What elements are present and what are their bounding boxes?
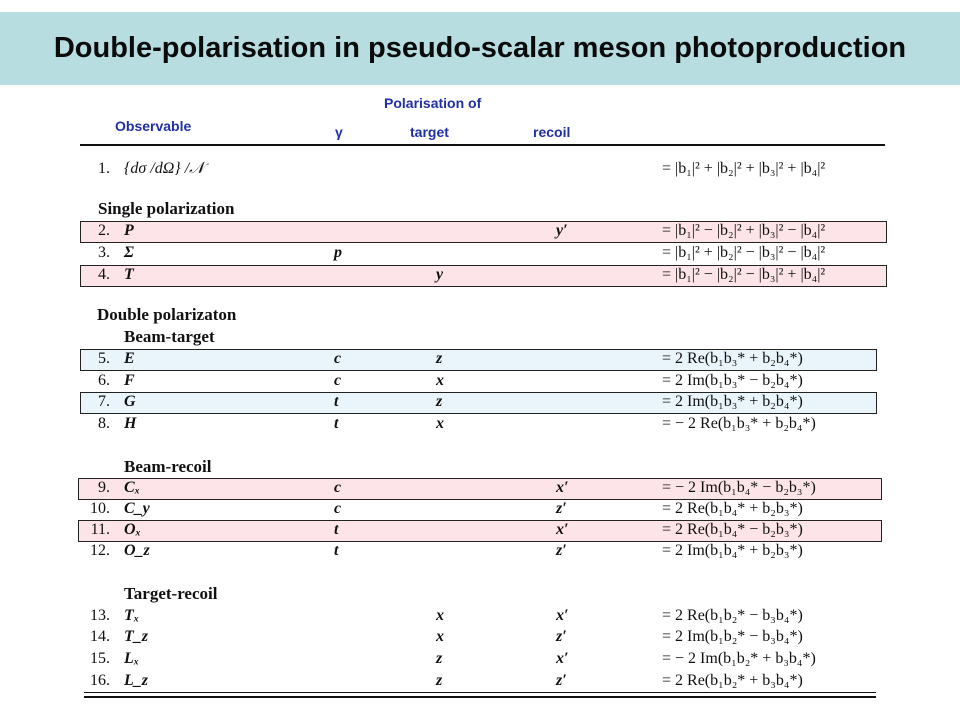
amplitude-formula: = 2 Re(b₁b₄* + b₂b₃*) [662, 500, 803, 517]
observable-symbol: O_z [124, 542, 150, 559]
observable-symbol: G [124, 393, 136, 410]
table-row [0, 220, 960, 242]
section-beam-recoil: Beam-recoil [124, 457, 212, 476]
target-polarisation: z [436, 650, 443, 667]
recoil-polarisation: x′ [556, 607, 569, 624]
observable-symbol: Cₓ [124, 479, 141, 496]
section-double-polarization: Double polarizaton [97, 305, 237, 324]
table-row [0, 264, 960, 286]
amplitude-formula: = |b₁|² − |b₂|² − |b₃|² + |b₄|² [662, 266, 826, 283]
table-row [0, 370, 960, 392]
table-row [0, 626, 960, 648]
beam-polarisation: t [334, 393, 339, 410]
row-number: 16. [90, 672, 110, 689]
row-number: 11. [90, 521, 110, 538]
amplitude-formula: = 2 Re(b₁b₃* + b₂b₄*) [662, 350, 803, 367]
observable-symbol: T_z [124, 628, 148, 645]
table-row [0, 519, 960, 541]
observable-symbol: H [124, 415, 137, 432]
row-number: 2. [98, 222, 110, 239]
beam-polarisation: c [334, 479, 342, 496]
target-polarisation: x [436, 628, 444, 645]
target-polarisation: x [436, 372, 444, 389]
beam-polarisation: p [334, 244, 342, 261]
bottom-rule-lower [84, 696, 876, 698]
table-row [0, 540, 960, 562]
amplitude-formula: = 2 Re(b₁b₄* − b₂b₃*) [662, 521, 803, 538]
section-beam-target: Beam-target [124, 327, 215, 346]
amplitude-formula: = |b₁|² − |b₂|² + |b₃|² − |b₄|² [662, 222, 826, 239]
row-number: 7. [98, 393, 110, 410]
table-row [0, 605, 960, 627]
row-number: 9. [98, 479, 110, 496]
target-polarisation: y [436, 266, 444, 283]
observable-symbol: Tₓ [124, 607, 140, 624]
row-number: 3. [98, 244, 110, 261]
amplitude-formula: = 2 Re(b₁b₂* − b₃b₄*) [662, 607, 803, 624]
recoil-polarisation: x′ [556, 521, 569, 538]
recoil-polarisation: x′ [556, 650, 569, 667]
section-single-polarization: Single polarization [98, 199, 235, 218]
amplitude-formula: = 2 Im(b₁b₃* − b₂b₄*) [662, 372, 803, 389]
amplitude-formula: = 2 Im(b₁b₂* − b₃b₄*) [662, 628, 803, 645]
title-bar [0, 12, 960, 85]
amplitude-formula: = − 2 Im(b₁b₄* − b₂b₃*) [662, 479, 816, 496]
slide-title: Double-polarisation in pseudo-scalar meson photoproduction [53, 32, 907, 64]
target-polarisation: z [436, 672, 443, 689]
table-row [0, 498, 960, 520]
amplitude-formula: = 2 Im(b₁b₄* + b₂b₃*) [662, 542, 803, 559]
observable-symbol: T [124, 266, 134, 283]
row-number: 8. [98, 415, 110, 432]
header-observable: Observable [115, 118, 192, 134]
recoil-polarisation: z′ [556, 628, 567, 645]
header-recoil: recoil [533, 124, 571, 140]
amplitude-formula: = 2 Re(b₁b₂* + b₃b₄*) [662, 672, 803, 689]
target-polarisation: x [436, 415, 444, 432]
table-row [0, 158, 960, 180]
beam-polarisation: c [334, 500, 342, 517]
row-number: 1. [98, 160, 110, 177]
beam-polarisation: t [334, 521, 339, 538]
beam-polarisation: c [334, 350, 342, 367]
amplitude-formula: = |b₁|² + |b₂|² − |b₃|² − |b₄|² [662, 244, 826, 261]
amplitude-formula: = − 2 Re(b₁b₃* + b₂b₄*) [662, 415, 816, 432]
beam-polarisation: t [334, 542, 339, 559]
row-number: 13. [90, 607, 110, 624]
table-row [0, 670, 960, 692]
beam-polarisation: c [334, 372, 342, 389]
row-number: 14. [90, 628, 110, 645]
table-row [0, 648, 960, 670]
observable-symbol: F [124, 372, 135, 389]
target-polarisation: z [436, 350, 443, 367]
row-number: 15. [90, 650, 110, 667]
recoil-polarisation: x′ [556, 479, 569, 496]
bottom-rule-upper [84, 692, 876, 693]
row-number: 4. [98, 266, 110, 283]
row-number: 10. [90, 500, 110, 517]
recoil-polarisation: z′ [556, 672, 567, 689]
amplitude-formula: = |b₁|² + |b₂|² + |b₃|² + |b₄|² [662, 160, 826, 177]
table-row [0, 348, 960, 370]
observable-symbol: C_y [124, 500, 150, 517]
amplitude-formula: = 2 Im(b₁b₃* + b₂b₄*) [662, 393, 803, 410]
table-row [0, 242, 960, 264]
observable-symbol: E [124, 350, 135, 367]
row-number: 6. [98, 372, 110, 389]
table-row [0, 391, 960, 413]
section-target-recoil: Target-recoil [124, 584, 218, 603]
recoil-polarisation: z′ [556, 542, 567, 559]
table-row [0, 477, 960, 499]
row-number: 12. [90, 542, 110, 559]
observable-symbol: Oₓ [124, 521, 141, 538]
observable-symbol: Σ [124, 244, 134, 261]
header-rule [80, 144, 885, 146]
target-polarisation: x [436, 607, 444, 624]
recoil-polarisation: y′ [556, 222, 568, 239]
observable-symbol: {dσ /dΩ} /𝒩 [124, 160, 205, 177]
header-target: target [410, 124, 449, 140]
target-polarisation: z [436, 393, 443, 410]
header-polarisation-of: Polarisation of [384, 95, 482, 111]
observable-symbol: P [124, 222, 134, 239]
observable-symbol: L_z [124, 672, 148, 689]
header-gamma: γ [335, 124, 343, 140]
observable-symbol: Lₓ [124, 650, 140, 667]
recoil-polarisation: z′ [556, 500, 567, 517]
row-number: 5. [98, 350, 110, 367]
amplitude-formula: = − 2 Im(b₁b₂* + b₃b₄*) [662, 650, 816, 667]
beam-polarisation: t [334, 415, 339, 432]
table-row [0, 413, 960, 435]
